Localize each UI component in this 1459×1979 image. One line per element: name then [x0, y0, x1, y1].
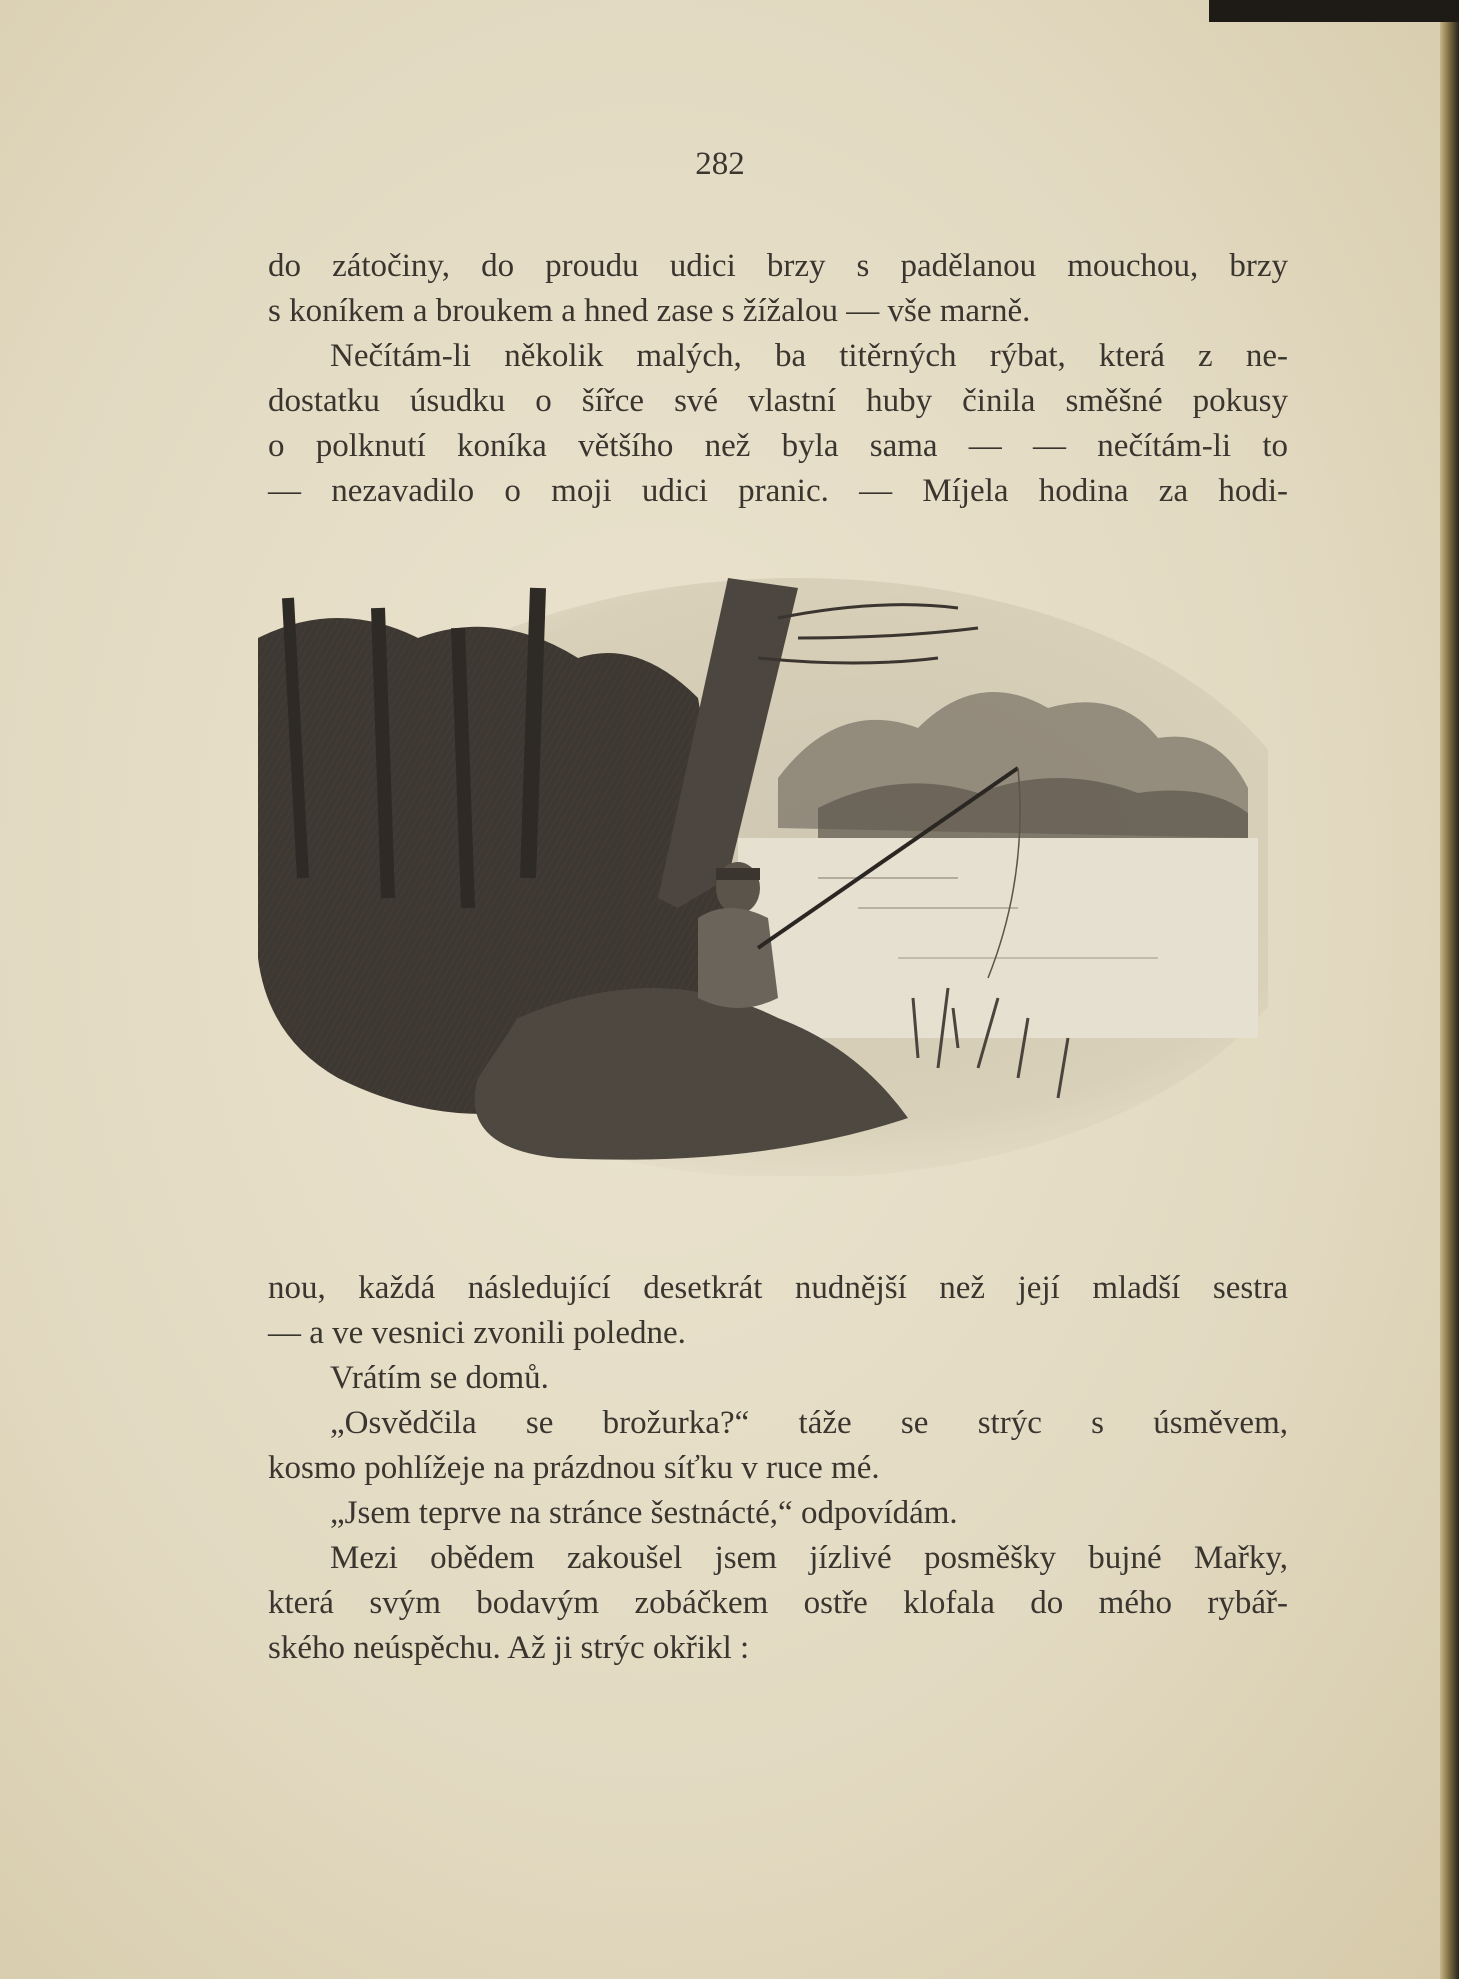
text-line: s koníkem a broukem a hned zase s žížalou — vše marně. [268, 293, 1031, 329]
paragraph-top [268, 244, 1288, 514]
scan-border [1209, 0, 1459, 22]
text-line: „Jsem teprve na stránce šestnácté,“ odpovídám. [330, 1495, 958, 1531]
paragraph-bottom [268, 1266, 1288, 1671]
book-spine-edge [1440, 0, 1459, 1979]
text-line: dostatku úsudku o šířce své vlastní huby činila směšné pokusy [268, 383, 1288, 419]
text-line: o polknutí koníka většího než byla sama — — nečítám-li to [268, 428, 1288, 464]
text-line: Vrátím se domů. [330, 1360, 549, 1396]
text-line: nou, každá následující desetkrát nudnější než její mladší sestra [268, 1270, 1288, 1306]
text-line: ského neúspěchu. Až ji strýc okřikl : [268, 1630, 750, 1666]
text-line: do zátočiny, do proudu udici brzy s padělanou mouchou, brzy [268, 248, 1288, 284]
text-line: Nečítám-li několik malých, ba titěrných rýbat, která z ne- [330, 338, 1288, 374]
text-line: „Osvědčila se brožurka?“ táže se strýc s úsměvem, [330, 1405, 1288, 1441]
text-line: — nezavadilo o moji udici pranic. — Míjela hodina za hodi- [268, 473, 1288, 509]
text-line: Mezi obědem zakoušel jsem jízlivé posměšky bujné Mařky, [330, 1540, 1288, 1576]
text-line: — a ve vesnici zvonili poledne. [268, 1315, 686, 1351]
text-line: která svým bodavým zobáčkem ostře klofala do mého rybář- [268, 1585, 1288, 1621]
angler-by-river-engraving-icon [258, 578, 1268, 1176]
text-line: kosmo pohlížeje na prázdnou síťku v ruce mé. [268, 1450, 880, 1486]
page-number: 282 [695, 146, 745, 182]
